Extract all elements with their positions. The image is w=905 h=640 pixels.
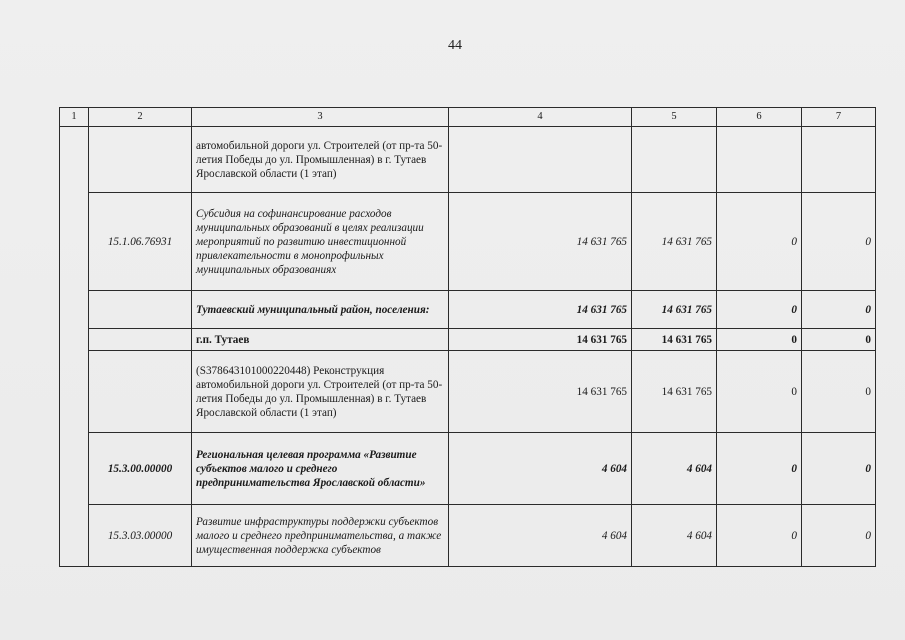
description-cell: Развитие инфраструктуры поддержки субъектов малого и среднего предпринимательства, а также имущественная поддержка субъектов (192, 505, 449, 567)
header-cell: 3 (192, 108, 449, 127)
header-cell: 5 (632, 108, 717, 127)
amount-cell (632, 127, 717, 193)
amount-cell: 0 (802, 329, 876, 351)
table-row (60, 505, 876, 567)
amount-cell: 4 604 (449, 433, 632, 505)
amount-cell: 4 604 (449, 505, 632, 567)
header-cell: 7 (802, 108, 876, 127)
amount-cell: 14 631 765 (632, 193, 717, 291)
amount-cell: 14 631 765 (632, 291, 717, 329)
amount-cell: 4 604 (632, 505, 717, 567)
amount-cell (449, 127, 632, 193)
amount-cell: 14 631 765 (632, 351, 717, 433)
amount-cell: 4 604 (632, 433, 717, 505)
table-row (60, 329, 876, 351)
amount-cell: 14 631 765 (449, 291, 632, 329)
amount-cell: 0 (802, 505, 876, 567)
description-cell: (S378643101000220448) Реконструкция автомобильной дороги ул. Строителей (от пр-та 50-летия Победы до ул. Промышленная) в г. Тутаев Ярославской области (1 этап) (192, 351, 449, 433)
amount-cell: 0 (717, 433, 802, 505)
code-cell: 15.1.06.76931 (89, 193, 192, 291)
code-cell (89, 127, 192, 193)
amount-cell: 0 (717, 193, 802, 291)
table-row (60, 193, 876, 291)
amount-cell: 0 (717, 291, 802, 329)
code-cell (89, 291, 192, 329)
index-cell (60, 127, 89, 567)
page-number: 44 (448, 38, 462, 53)
amount-cell: 0 (717, 505, 802, 567)
header-cell: 6 (717, 108, 802, 127)
description-cell: Региональная целевая программа «Развитие субъектов малого и среднего предпринимательства Ярославской области» (192, 433, 449, 505)
code-cell: 15.3.00.00000 (89, 433, 192, 505)
amount-cell: 14 631 765 (449, 193, 632, 291)
table-row (60, 351, 876, 433)
header-cell: 4 (449, 108, 632, 127)
table-header-row (60, 108, 876, 127)
amount-cell: 0 (717, 351, 802, 433)
header-cell: 1 (60, 108, 89, 127)
amount-cell: 14 631 765 (632, 329, 717, 351)
header-cell: 2 (89, 108, 192, 127)
amount-cell: 0 (802, 433, 876, 505)
code-cell: 15.3.03.00000 (89, 505, 192, 567)
amount-cell (717, 127, 802, 193)
table-row (60, 291, 876, 329)
amount-cell (802, 127, 876, 193)
amount-cell: 0 (802, 193, 876, 291)
table-row (60, 127, 876, 193)
code-cell (89, 329, 192, 351)
amount-cell: 0 (802, 291, 876, 329)
amount-cell: 14 631 765 (449, 329, 632, 351)
amount-cell: 14 631 765 (449, 351, 632, 433)
description-cell: автомобильной дороги ул. Строителей (от пр-та 50-летия Победы до ул. Промышленная) в г. Тутаев Ярославской области (1 этап) (192, 127, 449, 193)
description-cell: Субсидия на софинансирование расходов муниципальных образований в целях реализации мероприятий по развитию инвестиционной привлекательности в монопрофильных муниципальных образованиях (192, 193, 449, 291)
description-cell: г.п. Тутаев (192, 329, 449, 351)
code-cell (89, 351, 192, 433)
amount-cell: 0 (802, 351, 876, 433)
description-cell: Тутаевский муниципальный район, поселения: (192, 291, 449, 329)
budget-table (59, 107, 876, 567)
amount-cell: 0 (717, 329, 802, 351)
table-row (60, 433, 876, 505)
